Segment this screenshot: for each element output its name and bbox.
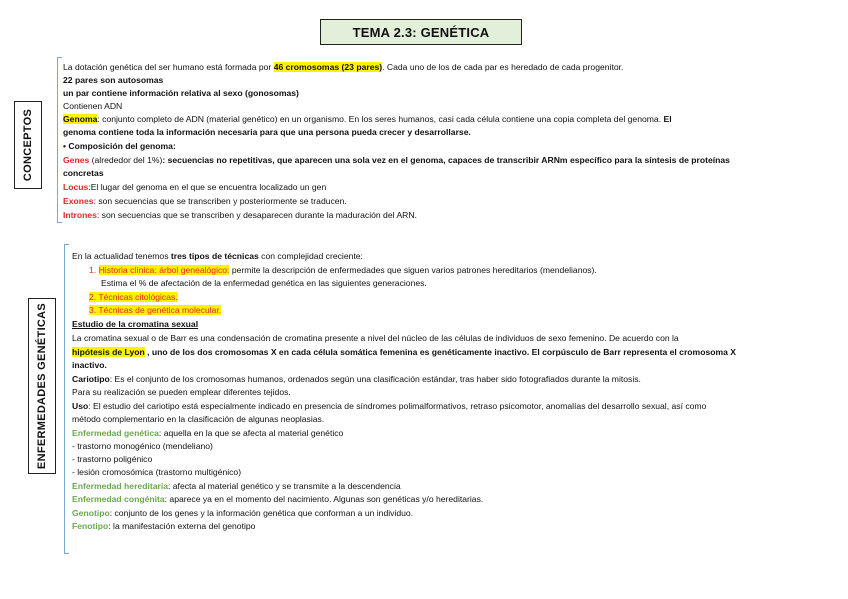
text: : El estudio del cariotipo está especialmente indicado en presencia de síndromes polimalformativos, retraso psicomotor, anomalías del desarrollo sexual, así como <box>88 401 707 411</box>
definition-locus <box>63 181 326 193</box>
list-item: - trastorno poligénico <box>72 454 153 464</box>
text: : afecta al material genético y se transmite a la descendencia <box>168 481 401 491</box>
text: El <box>663 114 672 124</box>
text: La dotación genética del ser humano está formada por <box>63 62 274 72</box>
definition-exones <box>63 195 347 207</box>
text: : conjunto completo de ADN (material genético) en un organismo. En los seres humanos, casi cada célula contiene una copia completa del genoma. <box>97 114 664 124</box>
text: : secuencias no repetitivas, que aparecen una sola vez en el genoma, capaces de transcribir ARNm específico para la síntesis de proteínas <box>162 155 730 165</box>
definition-genoma <box>63 113 672 125</box>
definition-uso <box>72 400 706 412</box>
text: permite la descripción de enfermedades que siguen varios patrones hereditarios (mendelianos). <box>229 265 597 275</box>
page-title: TEMA 2.3: GENÉTICA <box>320 19 522 45</box>
text: : aparece ya en el momento del nacimiento. Algunas son genéticas y/o hereditarias. <box>164 494 484 504</box>
text-line: un par contiene información relativa al sexo (gonosomas) <box>63 88 299 98</box>
text: . Cada uno de los de cada par es heredado de cada progenitor. <box>382 62 624 72</box>
term: Exones <box>63 196 94 206</box>
text-line <box>63 61 623 73</box>
text: , uno de los dos cromosomas X en cada célula somática femenina es genéticamente inactivo. El corpúsculo de Barr representa el cromosoma X <box>144 347 737 357</box>
term: Fenotipo <box>72 521 109 531</box>
text: : aquella en la que se afecta al material genético <box>158 428 344 438</box>
list-item <box>89 291 178 303</box>
list-item: - trastorno monogénico (mendeliano) <box>72 441 213 451</box>
text-line: Contienen ADN <box>63 101 123 111</box>
definition-genes <box>63 154 730 166</box>
subheading: Estudio de la cromatina sexual <box>72 319 199 329</box>
text-line: Estima el % de afectación de la enfermedad genética en las siguientes generaciones. <box>101 278 427 288</box>
bracket-enfermedades <box>64 244 65 554</box>
list-item <box>89 304 221 316</box>
text-line: • Composición del genoma: <box>63 141 176 151</box>
term: Genes <box>63 155 90 165</box>
definition-fenotipo <box>72 520 255 532</box>
section-label-enfermedades-text: ENFERMEDADES GENÉTICAS <box>36 302 48 470</box>
term: Genotipo <box>72 508 110 518</box>
definition-enfermedad-genetica <box>72 427 343 439</box>
text: : son secuencias que se transcriben y desaparecen durante la maduración del ARN. <box>96 210 417 220</box>
text: :El lugar del genoma en el que se encuentra localizado un gen <box>88 182 327 192</box>
term: Enfermedad genética <box>72 428 159 438</box>
text: : Es el conjunto de los cromosomas humanos, ordenados según una clasificación estándar, tras haber sido fotografiados durante la mitosis. <box>109 374 641 384</box>
term: Enfermedad hereditaria <box>72 481 168 491</box>
text: : conjunto de los genes y la información genética que conforman a un individuo. <box>109 508 414 518</box>
highlight: 46 cromosomas (23 pares) <box>273 62 383 72</box>
term: Intrones <box>63 210 97 220</box>
text: tres tipos de técnicas <box>170 251 259 261</box>
text-line: genoma contiene toda la información necesaria para que una persona pueda crecer y desarrollarse. <box>63 127 471 137</box>
text-line <box>72 250 363 262</box>
definition-enfermedad-congenita <box>72 493 483 505</box>
text-line: inactivo. <box>72 360 107 370</box>
definition-genotipo <box>72 507 413 519</box>
highlight: hipótesis de Lyon <box>72 347 145 357</box>
highlight: Historia clínica: árbol genealógico: <box>98 265 230 275</box>
section-label-enfermedades <box>28 298 56 474</box>
text: con complejidad creciente: <box>258 251 363 261</box>
term: Genoma <box>63 114 98 124</box>
term: Locus <box>63 182 89 192</box>
text-line <box>72 346 736 358</box>
text: : la manifestación externa del genotipo <box>108 521 256 531</box>
text-line: La cromatina sexual o de Barr es una condensación de cromatina presente a nivel del núcleo de las células de individuos de sexo femenino. De acuerdo con la <box>72 333 679 343</box>
text-line: método complementario en la clasificación de algunas neoplasias. <box>72 414 325 424</box>
text: En la actualidad tenemos <box>72 251 171 261</box>
text: 1. <box>89 265 99 275</box>
list-item: - lesión cromosómica (trastorno multigénico) <box>72 467 242 477</box>
text-line: concretas <box>63 168 104 178</box>
term: Uso <box>72 401 89 411</box>
definition-cariotipo <box>72 373 641 385</box>
definition-enfermedad-hereditaria <box>72 480 401 492</box>
list-item <box>89 264 597 276</box>
section-label-conceptos <box>14 101 42 189</box>
highlight: 3. Técnicas de genética molecular. <box>89 305 222 315</box>
term: Cariotipo <box>72 374 110 384</box>
bracket-conceptos <box>57 57 58 223</box>
definition-intrones <box>63 209 417 221</box>
text: (alrededor del 1%) <box>89 155 163 165</box>
highlight: 2. Técnicas citológicas. <box>89 292 178 302</box>
text-line: 22 pares son autosomas <box>63 75 164 85</box>
text-line: Para su realización se pueden emplear diferentes tejidos. <box>72 387 291 397</box>
text: : son secuencias que se transcriben y posteriormente se traducen. <box>93 196 347 206</box>
section-label-conceptos-text: CONCEPTOS <box>22 108 34 182</box>
term: Enfermedad congénita <box>72 494 165 504</box>
